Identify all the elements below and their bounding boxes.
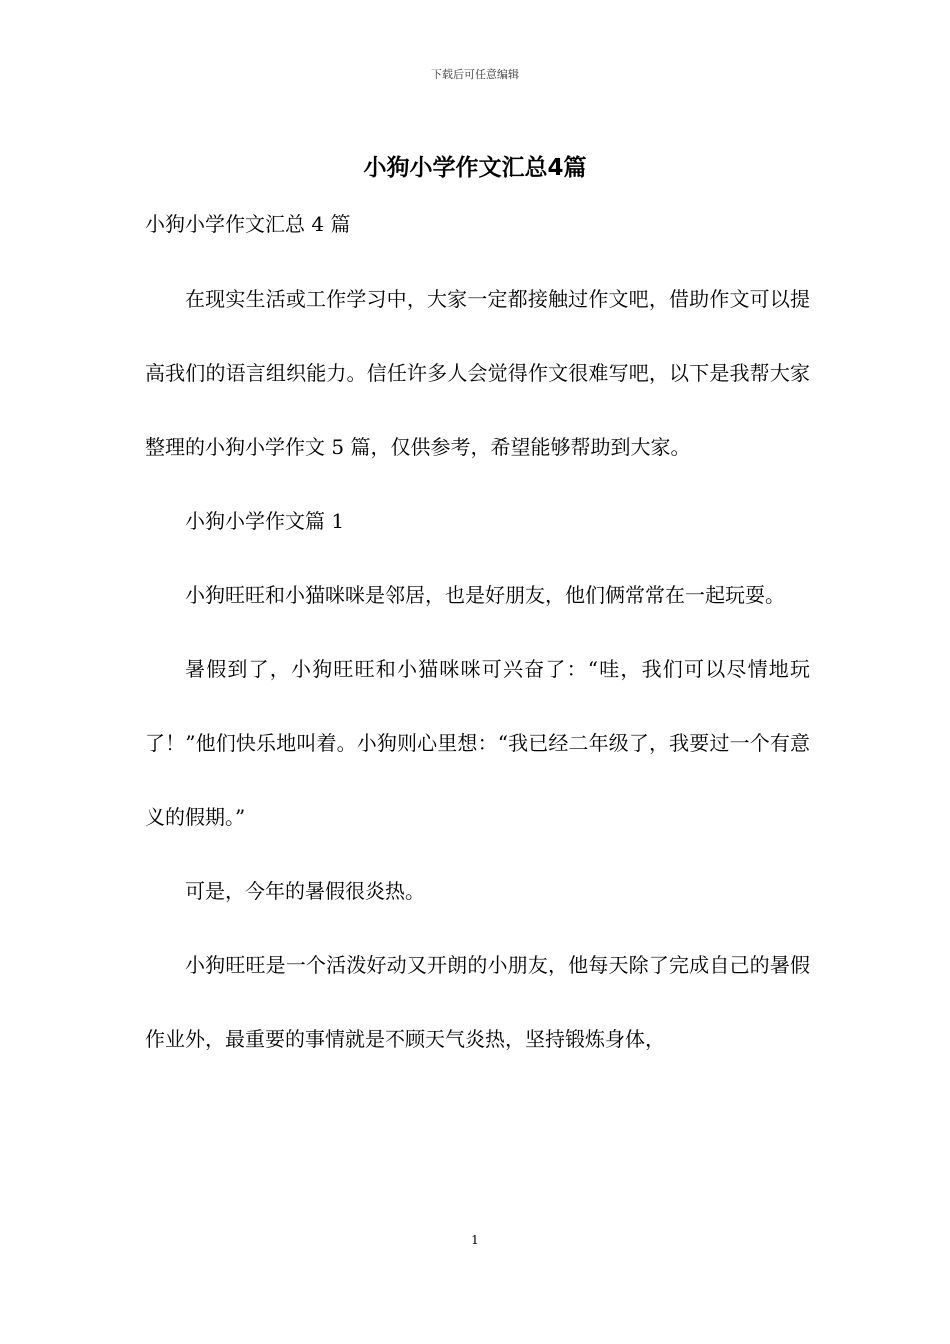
- paragraph-intro: 在现实生活或工作学习中，大家一定都接触过作文吧，借助作文可以提高我们的语言组织能力。信任许多人会觉得作文很难写吧，以下是我帮大家整理的小狗小学作文 5 篇，仅供参考，希望能够帮助到大家。: [145, 287, 810, 459]
- page-number: 1: [471, 1233, 479, 1247]
- paragraph: 可是，今年的暑假很炎热。: [185, 879, 425, 903]
- paragraph: 暑假到了，小狗旺旺和小猫咪咪可兴奋了：“哇，我们可以尽情地玩了！”他们快乐地叫着。小狗则心里想：“我已经二年级了，我要过一个有意义的假期。”: [145, 657, 810, 829]
- paragraph: 小狗旺旺是一个活泼好动又开朗的小朋友，他每天除了完成自己的暑假作业外，最重要的事情就是不顾天气炎热，坚持锻炼身体，: [145, 953, 810, 1051]
- section-heading: 小狗小学作文篇 1: [185, 509, 345, 533]
- document-subtitle: 小狗小学作文汇总 4 篇: [145, 212, 351, 236]
- header-note: 下载后可任意编辑: [431, 68, 519, 81]
- document-title: 小狗小学作文汇总4篇: [363, 155, 587, 181]
- document-body: [145, 206, 810, 1076]
- paragraph: 小狗旺旺和小猫咪咪是邻居，也是好朋友，他们俩常常在一起玩耍。: [185, 583, 785, 607]
